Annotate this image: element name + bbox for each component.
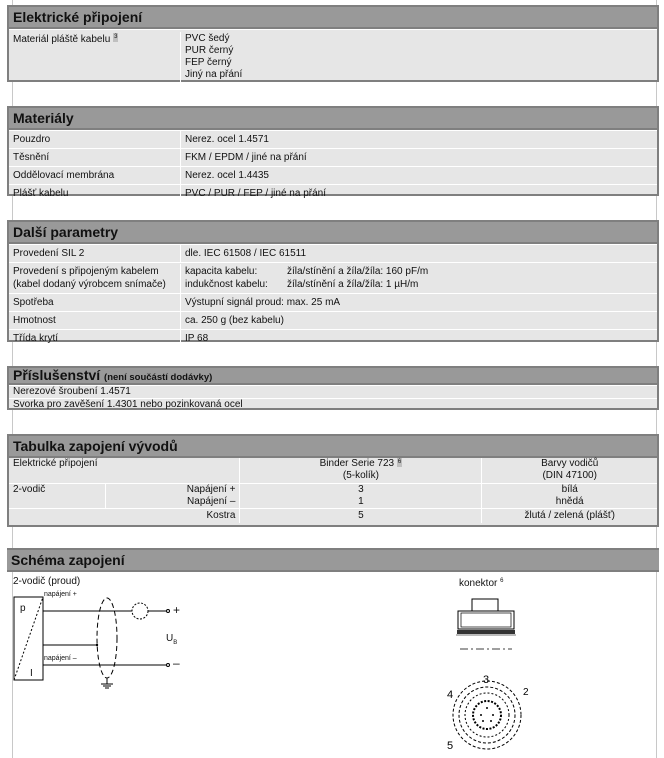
section-accessories bbox=[7, 366, 659, 410]
table-row bbox=[9, 484, 657, 497]
supply-plus-label: napájení + bbox=[44, 591, 77, 598]
row-value: Nerez. ocel 1.4571 bbox=[185, 134, 269, 145]
header-colors: Barvy vodičů bbox=[541, 458, 599, 469]
section-pinout-table bbox=[7, 434, 659, 527]
table-row bbox=[9, 329, 657, 347]
cable-shield-icon bbox=[97, 598, 117, 678]
table-row bbox=[9, 496, 657, 509]
row-label: Hmotnost bbox=[9, 312, 181, 329]
section-title: Další parametry bbox=[9, 222, 657, 244]
row-label: Plášť kabelu bbox=[9, 185, 181, 202]
pin-number: 1 bbox=[240, 496, 482, 509]
row-label: Těsnění bbox=[9, 149, 181, 166]
list-item: FEP černý bbox=[185, 57, 232, 68]
list-item: Svorka pro zavěšení 1.4301 nebo pozinkovaná ocel bbox=[9, 398, 657, 411]
wire-color: hnědá bbox=[482, 496, 657, 509]
connector-top bbox=[472, 599, 498, 611]
row-value: Výstupní signál proud: max. 25 mA bbox=[185, 297, 341, 308]
table-row bbox=[9, 244, 657, 262]
connector-body bbox=[458, 611, 514, 629]
connector-label: konektor $^6$ bbox=[459, 578, 504, 589]
pin-number: 3 bbox=[240, 484, 482, 497]
supply-minus-label: napájení – bbox=[44, 655, 77, 662]
section-electrical-connection bbox=[7, 5, 659, 82]
cable-inductance-label: indukčnost kabelu: bbox=[185, 279, 268, 290]
row-value: Nerez. ocel 1.4435 bbox=[185, 170, 269, 181]
list-item: PUR černý bbox=[185, 45, 234, 56]
section-title: Schéma zapojení bbox=[7, 548, 659, 572]
header-binder-pins: (5-kolík) bbox=[342, 470, 379, 481]
circuit-label: 2-vodič (proud) bbox=[13, 576, 81, 587]
row-label-note: (kabel dodaný výrobcem snímače) bbox=[13, 279, 166, 290]
cable-capacity-value: žíla/stínění a žíla/žíla: 160 pF/m bbox=[287, 266, 429, 277]
minus-terminal-label: – bbox=[173, 656, 180, 670]
section-title: Tabulka zapojení vývodů bbox=[9, 436, 657, 458]
row-label: Provedení s připojeným kabelem bbox=[13, 266, 159, 277]
cable-inductance-value: žíla/stínění a žíla/žíla: 1 µH/m bbox=[287, 279, 419, 290]
list-item: Jiný na přání bbox=[185, 69, 243, 80]
table-row bbox=[9, 509, 657, 524]
row-value: IP 68 bbox=[185, 333, 209, 344]
row-value: dle. IEC 61508 / IEC 61511 bbox=[185, 248, 307, 259]
wire-color: bílá bbox=[482, 484, 657, 497]
connector-flange bbox=[457, 630, 515, 634]
section-title: Elektrické připojení bbox=[9, 7, 657, 29]
transmitter-diagonal bbox=[14, 597, 43, 680]
current-symbol: I bbox=[30, 668, 33, 679]
header-binder: Binder Serie 723 bbox=[319, 458, 395, 469]
row-label: Provedení SIL 2 bbox=[9, 245, 181, 262]
row-label: Spotřeba bbox=[9, 294, 181, 311]
section-subtitle: (není součástí dodávky) bbox=[104, 372, 213, 383]
table-row bbox=[9, 184, 657, 202]
terminal-plus bbox=[167, 610, 170, 613]
supply-voltage-label: $U_B$ bbox=[166, 633, 178, 646]
group-label: 2-vodič bbox=[9, 484, 106, 497]
table-row bbox=[9, 262, 657, 293]
table-row bbox=[9, 166, 657, 184]
row-label: Oddělovací membrána bbox=[9, 167, 181, 184]
list-item: Nerezové šroubení 1.4571 bbox=[9, 385, 657, 398]
table-row bbox=[9, 311, 657, 329]
footnote-marker: 6 bbox=[500, 578, 504, 584]
table-row bbox=[9, 148, 657, 166]
footnote-marker: 6 bbox=[397, 459, 402, 465]
section-further-parameters bbox=[7, 220, 659, 342]
list-item: PVC šedý bbox=[185, 33, 230, 44]
plus-terminal-label: + bbox=[173, 603, 181, 617]
terminal-minus bbox=[167, 664, 170, 667]
row-value: PVC / PUR / FEP / jiné na přání bbox=[185, 188, 326, 199]
table-row bbox=[9, 293, 657, 311]
pin-label-5: 5 bbox=[447, 740, 454, 752]
row-label: Pouzdro bbox=[9, 131, 181, 148]
table-header-row bbox=[9, 458, 657, 484]
signal-label: Kostra bbox=[9, 509, 240, 524]
signal-label: Napájení + bbox=[106, 484, 240, 497]
cable-sheath-label: Materiál pláště kabelu bbox=[13, 34, 111, 45]
section-title: Materiály bbox=[9, 108, 657, 130]
header-colors-standard: (DIN 47100) bbox=[542, 470, 597, 481]
section-title: Příslušenství bbox=[13, 367, 101, 383]
connector-drawing bbox=[430, 595, 550, 758]
cable-capacity-label: kapacita kabelu: bbox=[185, 266, 258, 277]
pressure-symbol: p bbox=[20, 603, 26, 614]
footnote-marker: 3 bbox=[114, 34, 118, 40]
pinout-table bbox=[9, 458, 657, 523]
header-connection: Elektrické připojení bbox=[13, 458, 98, 469]
pin-number: 5 bbox=[240, 509, 482, 524]
connector-pin-ring bbox=[473, 701, 501, 729]
pin-label-3: 3 bbox=[483, 674, 490, 686]
section-materials bbox=[7, 106, 659, 199]
ammeter-icon bbox=[132, 603, 148, 619]
pin-label-4: 4 bbox=[447, 689, 454, 701]
row-value: ca. 250 g (bez kabelu) bbox=[185, 315, 284, 326]
wire-color: žlutá / zelená (plášť) bbox=[482, 509, 657, 524]
table-row bbox=[9, 130, 657, 148]
pin-label-2: 2 bbox=[523, 687, 529, 698]
connector-face-outer bbox=[453, 681, 521, 749]
table-row bbox=[9, 29, 657, 84]
row-value: FKM / EPDM / jiné na přání bbox=[185, 152, 307, 163]
wiring-diagram bbox=[0, 560, 240, 710]
signal-label: Napájení – bbox=[106, 496, 240, 509]
row-label: Třída krytí bbox=[9, 330, 181, 347]
